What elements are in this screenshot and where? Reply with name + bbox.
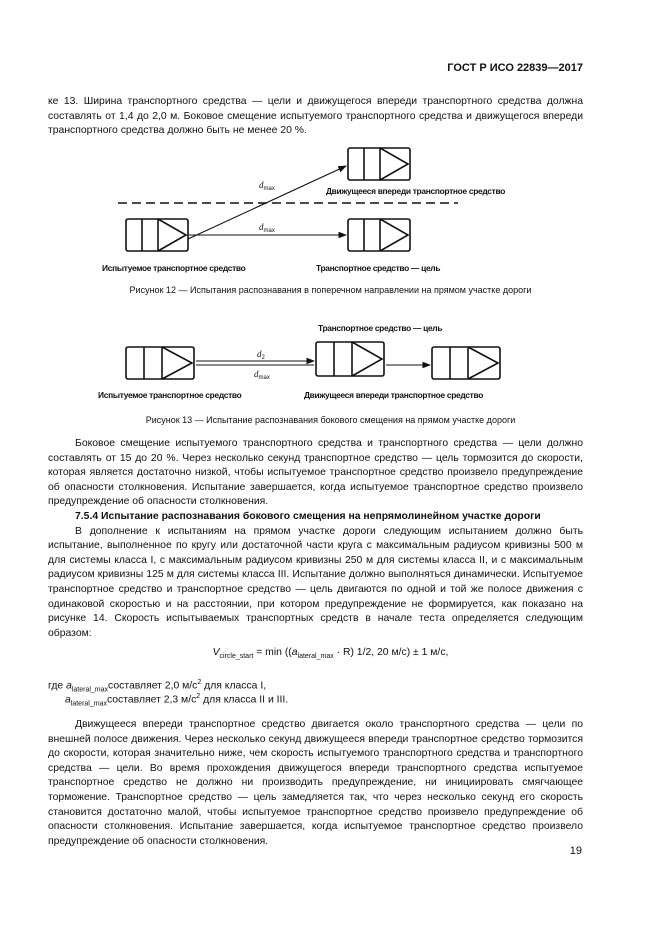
- label-target-vehicle-top: Транспортное средство — цель: [318, 323, 443, 333]
- test-vehicle-icon: [126, 219, 188, 251]
- where-line-2: $a_{lateral\_max}составляет$ 2,3 $м/с^2$ для класса II и III.: [65, 693, 289, 708]
- target-vehicle-icon: [316, 342, 384, 376]
- test-vehicle-icon: [126, 347, 194, 379]
- where-line-1: где $a_{lateral\_max}составляет$ 2,0 $м/с^2$ для класса I,: [48, 679, 267, 694]
- leading-vehicle-icon: [432, 347, 500, 379]
- label-leading-vehicle: Движущееся впереди транспортное средство: [326, 186, 506, 196]
- label-test-vehicle: Испытуемое транспортное средство: [98, 390, 242, 400]
- leading-vehicle-icon: [348, 148, 410, 180]
- document-header: ГОСТ Р ИСО 22839—2017: [447, 62, 583, 74]
- label-target-vehicle: Транспортное средство — цель: [316, 263, 441, 273]
- paragraph-2: В дополнение к испытаниям на прямом участке дороги следующим испытанием должно быть испытание, выполненное по кругу или достаточной части круга с максимальным радиусом кривизны 500 м для системы класса I, с максимальным радиусом кривизны 250 м для системы класса II, и с максимальным радиусом кривизны 125 м для системы класса III. Испытание должно выполняться динамически. Испытуемое транспортное средство и транспортное средство — цель двигаются по одной и той же полосе движения с одинаковой скоростью и на расстоянии, при котором предупреждение не формируется, как показано на рисунке 14. Скорость испытываемых транспортных средств в начале теста определяется следующим образом:: [48, 525, 583, 639]
- paragraph-3: Движущееся впереди транспортное средство двигается около транспортного средства — цели по внешней полосе движения. Через несколько секунд движущееся впереди транспортное средство тормозится до скорости, которая значительно ниже, чем скорость испытуемого транспортного средства и транспортного средства — цели. Во время прохождения движущегося впереди транспортного средства испытуемое транспортное средство не должно ни производить предупреждение, ни инициировать смягчающее торможение. Транспортное средство — цель замедляется так, что через несколько секунд его скорость становится достаточно малой, чтобы испытуемое транспортное средство произвело предупреждение об опасности столкновения. Испытание завершается, когда испытуемое транспортное средство произвело предупреждение об опасности столкновения.: [48, 719, 583, 847]
- figure-12-diagram: [0, 140, 661, 280]
- figure-13-diagram: [0, 318, 661, 408]
- intro-paragraph: ке 13. Ширина транспортного средства — цели и движущегося впереди транспортного средства должна составлять от 1,4 до 2,0 м. Боковое смещение испытуемого транспортного средства и движущегося впереди транспортного средства должно быть не менее 20 %.: [48, 96, 583, 137]
- d2-symbol: $d_2$: [257, 349, 265, 361]
- speed-formula: $V_{circle\_start} = \min ((a_{lateral\_max} \cdot R)$ 1/2, 20 м/с) ± 1 м/с,: [212, 647, 449, 661]
- final-paragraph-block: [48, 718, 583, 849]
- body-text: [48, 437, 583, 641]
- label-leading-vehicle: Движущееся впереди транспортное средство: [304, 390, 484, 400]
- figure-13-caption: Рисунок 13 — Испытание распознавания бокового смещения на прямом участке дороги: [145, 415, 516, 425]
- target-vehicle-icon: [348, 219, 410, 251]
- page-number: 19: [569, 845, 582, 857]
- dmax-symbol-upper: $d_{max}$: [259, 180, 275, 192]
- dmax-symbol-lower: $d_{max}$: [259, 222, 275, 234]
- figure-12-caption: Рисунок 12 — Испытания распознавания в поперечном направлении на прямом участке дороги: [129, 285, 532, 295]
- paragraph-1: Боковое смещение испытуемого транспортного средства и транспортного средства — цели должно составлять от 15 до 20 %. Через несколько секунд транспортное средство — цель тормозится до скорости, которая является достаточно низкой, чтобы испытуемое транспортное средство произвело предупреждение об опасности столкновения. Испытание завершается, когда испытуемое транспортное средство произвело предупреждение об опасности столкновения.: [48, 438, 583, 508]
- label-test-vehicle: Испытуемое транспортное средство: [102, 263, 246, 273]
- dmax-symbol: $d_{max}$: [254, 369, 270, 381]
- section-heading: 7.5.4 Испытание распознавания бокового смещения на непрямолинейном участке дороги: [75, 510, 541, 522]
